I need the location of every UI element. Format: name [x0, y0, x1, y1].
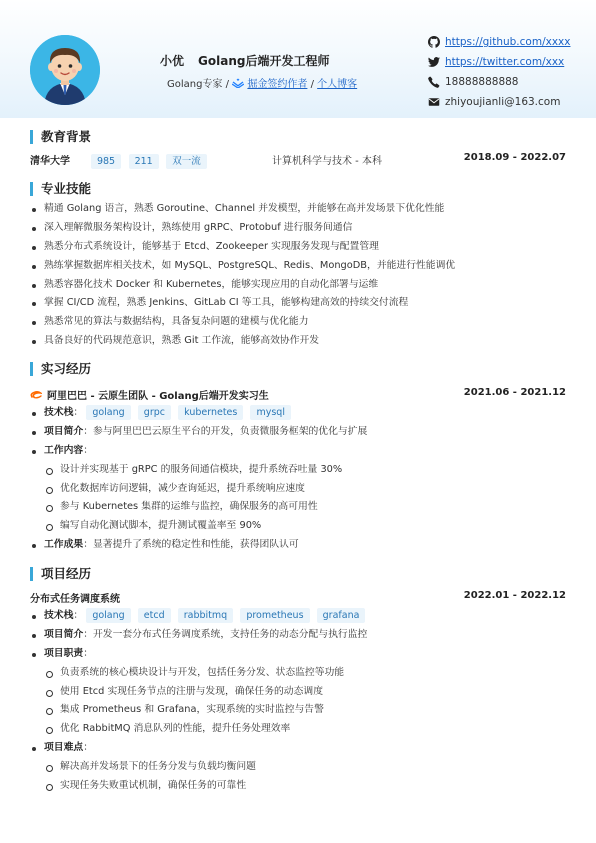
internship-header-row — [30, 387, 566, 403]
list-item: 优化 RabbitMQ 消息队列的性能，提升任务处理效率 — [32, 720, 369, 739]
list-item: 解决高并发场景下的任务分发与负载均衡问题 — [32, 758, 369, 777]
colon: ： — [83, 425, 93, 437]
list-item: 具备良好的代码规范意识，熟悉 Git 工作流，能够高效协作开发 — [32, 332, 455, 351]
phone-number: 18888888888 — [445, 76, 519, 88]
contact-phone — [428, 72, 570, 92]
tech-tag: kubernetes — [178, 405, 243, 420]
internship-title: 阿里巴巴 - 云原生团队 - Golang后端开发实习生 — [47, 391, 269, 402]
tech-stack-label: 技术栈 — [44, 610, 74, 621]
tech-tag: grafana — [317, 608, 366, 623]
alibaba-icon — [30, 390, 42, 400]
separator: / — [310, 79, 314, 90]
tech-stack-label: 技术栈 — [44, 407, 74, 418]
contact-github — [428, 32, 570, 52]
tagline: Golang专家 — [167, 79, 223, 90]
list-item: 熟悉容器化技术 Docker 和 Kubernetes，能够实现应用的自动化部署与运维 — [32, 276, 455, 295]
intro-label: 项目简介 — [44, 628, 84, 640]
list-item: 设计并实现基于 gRPC 的服务间通信模块，提升系统吞吐量 30% — [32, 461, 367, 480]
colon: ： — [83, 647, 93, 659]
contact-email — [428, 92, 570, 112]
list-item: 精通 Golang 语言，熟悉 Goroutine、Channel 并发模型，并能够在高并发场景下优化性能 — [32, 200, 455, 219]
avatar — [30, 35, 100, 105]
school-tag: 985 — [91, 154, 121, 169]
job-title: Golang后端开发工程师 — [198, 54, 330, 68]
school-tag: 双一流 — [166, 154, 207, 169]
list-item — [32, 626, 369, 645]
work-label: 工作内容 — [44, 444, 84, 456]
education-school-line — [30, 152, 211, 169]
juejin-author-link[interactable]: 掘金签约作者 — [247, 79, 308, 90]
intro-label: 项目简介 — [44, 425, 84, 437]
internship-details — [32, 404, 367, 555]
github-icon — [428, 36, 440, 48]
tech-tag: golang — [86, 608, 130, 623]
header — [0, 0, 596, 118]
colon: ： — [83, 628, 93, 640]
section-title-project: 项目经历 — [30, 567, 91, 581]
internship-title-line — [30, 387, 269, 402]
list-item: 实现任务失败重试机制，确保任务的可靠性 — [32, 777, 369, 796]
tech-tag: prometheus — [240, 608, 309, 623]
skills-list — [32, 200, 455, 351]
school-tag: 211 — [129, 154, 159, 169]
section-title-internship: 实习经历 — [30, 362, 91, 376]
tech-tag: etcd — [138, 608, 171, 623]
list-item — [32, 404, 367, 423]
list-item: 掌握 CI/CD 流程，熟悉 Jenkins、GitLab CI 等工具，能够构建高效的持续交付流程 — [32, 294, 455, 313]
colon: ： — [73, 610, 84, 621]
education-major: 计算机科学与技术 - 本科 — [272, 156, 382, 167]
tech-tag: golang — [86, 405, 130, 420]
intro-text: 参与阿里巴巴云原生平台的开发，负责微服务框架的优化与扩展 — [92, 425, 368, 437]
list-item — [32, 645, 369, 664]
twitter-icon — [428, 56, 440, 68]
result-text: 显著提升了系统的稳定性和性能，获得团队认可 — [92, 539, 299, 551]
list-item: 深入理解微服务架构设计，熟练使用 gRPC、Protobuf 进行服务间通信 — [32, 219, 455, 238]
list-item — [32, 607, 369, 626]
intro-text: 开发一套分布式任务调度系统，支持任务的动态分配与执行监控 — [92, 628, 368, 640]
tech-tag: rabbitmq — [178, 608, 233, 623]
education-row — [30, 152, 566, 168]
section-title-education: 教育背景 — [30, 130, 91, 144]
colon: ： — [73, 407, 84, 418]
project-name: 分布式任务调度系统 — [30, 594, 120, 605]
person-name: 小优 — [160, 54, 185, 68]
list-item — [32, 442, 367, 461]
phone-icon — [428, 76, 440, 88]
colon: ： — [83, 539, 93, 551]
tech-tag: mysql — [250, 405, 291, 420]
list-item: 参与 Kubernetes 集群的运维与监控，确保服务的高可用性 — [32, 498, 367, 517]
list-item: 集成 Prometheus 和 Grafana，实现系统的实时监控与告警 — [32, 701, 369, 720]
list-item: 负责系统的核心模块设计与开发，包括任务分发、状态监控等功能 — [32, 664, 369, 683]
duty-label: 项目职责 — [44, 647, 84, 659]
avatar-illustration-icon — [30, 35, 100, 105]
list-item — [32, 739, 369, 758]
list-item: 熟悉常见的算法与数据结构，具备复杂问题的建模与优化能力 — [32, 313, 455, 332]
twitter-link[interactable]: https://twitter.com/xxx — [445, 56, 565, 68]
personal-blog-link[interactable]: 个人博客 — [317, 79, 358, 90]
project-period: 2022.01 - 2022.12 — [463, 590, 566, 601]
difficulty-label: 项目难点 — [44, 742, 84, 754]
github-link[interactable]: https://github.com/xxxx — [445, 36, 571, 48]
project-details — [32, 607, 369, 796]
list-item — [32, 536, 367, 555]
list-item: 编写自动化测试脚本，提升测试覆盖率至 90% — [32, 517, 367, 536]
colon: ： — [83, 444, 93, 456]
email-icon — [428, 96, 440, 108]
school-name: 清华大学 — [30, 156, 70, 167]
separator: / — [225, 79, 230, 90]
list-item: 优化数据库访问逻辑，减少查询延迟，提升系统响应速度 — [32, 480, 367, 499]
section-title-skills: 专业技能 — [30, 182, 91, 196]
list-item: 熟悉分布式系统设计，能够基于 Etcd、Zookeeper 实现服务发现与配置管理 — [32, 238, 455, 257]
contact-twitter — [428, 52, 570, 72]
tagline-line — [167, 75, 357, 90]
colon: ： — [83, 742, 93, 754]
tech-tag: grpc — [138, 405, 171, 420]
project-header-row — [30, 590, 566, 606]
list-item: 熟练掌握数据库相关技术，如 MySQL、PostgreSQL、Redis、MongoDB，并能进行性能调优 — [32, 257, 455, 276]
name-line — [160, 52, 329, 69]
email-address: zhiyoujianli@163.com — [445, 96, 561, 108]
list-item: 使用 Etcd 实现任务节点的注册与发现，确保任务的动态调度 — [32, 683, 369, 702]
contact-list — [428, 32, 570, 112]
list-item — [32, 423, 367, 442]
education-period: 2018.09 - 2022.07 — [463, 152, 566, 163]
result-label: 工作成果 — [44, 539, 84, 551]
juejin-icon — [232, 78, 244, 88]
internship-period: 2021.06 - 2021.12 — [463, 387, 566, 398]
